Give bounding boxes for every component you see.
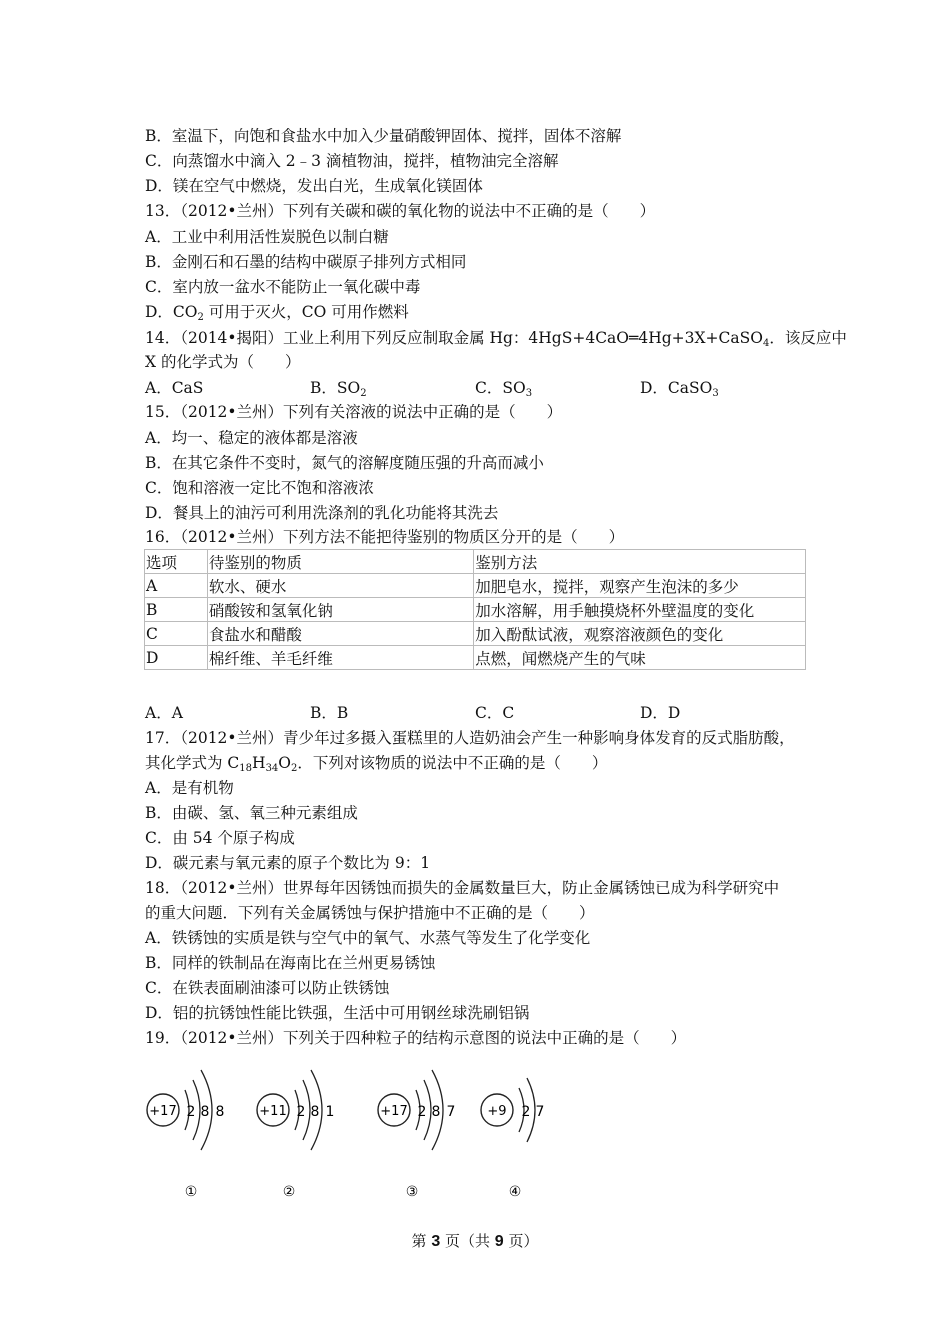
page-footer: 第 3 页（共 9 页）	[411, 1232, 539, 1250]
table-cell: B	[145, 598, 208, 622]
q16-table	[144, 549, 806, 670]
q15-stem: 15．（2012•兰州）下列有关溶液的说法中正确的是（ ）	[145, 403, 563, 421]
q16-stem: 16．（2012•兰州）下列方法不能把待鉴别的物质区分开的是（ ）	[145, 528, 625, 546]
q14-stem-line2: X 的化学式为（ ）	[145, 353, 301, 371]
q13-option-a: A．工业中利用活性炭脱色以制白糖	[145, 228, 389, 246]
particle-2-diagram	[257, 1070, 334, 1200]
shell-2-electrons: 8	[200, 1104, 210, 1120]
q15-option-d: D．餐具上的油污可利用洗涤剂的乳化功能将其洗去	[145, 504, 499, 522]
current-page-number: 3	[431, 1233, 441, 1250]
particle-label: ①	[184, 1184, 198, 1200]
q19-stem: 19．（2012•兰州）下列关于四种粒子的结构示意图的说法中正确的是（ ）	[145, 1029, 687, 1047]
table-row	[145, 622, 806, 646]
table-cell: 软水、硬水	[207, 574, 473, 598]
table-row	[145, 574, 806, 598]
table-cell: D	[145, 646, 208, 670]
table-cell: 加入酚酞试液，观察溶液颜色的变化	[474, 622, 806, 646]
particle-3-diagram	[378, 1070, 455, 1200]
particle-diagrams-svg	[135, 1058, 555, 1208]
q17-option-a: A．是有机物	[145, 779, 234, 797]
shell-2-electrons: 7	[535, 1104, 545, 1120]
table-row	[145, 646, 806, 670]
particle-label: ④	[508, 1184, 522, 1200]
nucleus-charge: +9	[487, 1104, 507, 1119]
table-cell: 加肥皂水，搅拌，观察产生泡沫的多少	[474, 574, 806, 598]
shell-3-electrons: 1	[325, 1104, 335, 1120]
shell-1-electrons: 2	[186, 1104, 196, 1120]
q15-option-b: B．在其它条件不变时，氮气的溶解度随压强的升高而减小	[145, 454, 544, 472]
q16-option-b: B．B	[310, 704, 349, 722]
nucleus-charge: +17	[149, 1104, 177, 1119]
nucleus-charge: +17	[380, 1104, 408, 1119]
q14-option-d: D．CaSO$_3$	[640, 379, 719, 399]
table-cell: 食盐水和醋酸	[207, 622, 473, 646]
particle-label: ②	[282, 1184, 296, 1200]
table-header-row	[145, 550, 806, 574]
q12-option-b: B．室温下，向饱和食盐水中加入少量硝酸钾固体、搅拌，固体不溶解	[145, 127, 622, 145]
q16-option-c: C．C	[475, 704, 515, 722]
shell-1-electrons: 2	[521, 1104, 531, 1120]
shell-3-electrons: 7	[446, 1104, 456, 1120]
q17-option-c: C．由 54 个原子构成	[145, 829, 295, 847]
shell-2-electrons: 8	[310, 1104, 320, 1120]
q14-stem-line1: 14．（2014•揭阳）工业上利用下列反应制取金属 Hg：4HgS+4CaO═4Hg+3X+CaSO$_4$．该反应中	[145, 329, 847, 349]
q16-option-a: A．A	[145, 704, 183, 722]
table-cell: 硝酸铵和氢氧化钠	[207, 598, 473, 622]
q14-option-c: C．$SO_3$	[475, 379, 533, 399]
q17-stem-line1: 17．（2012•兰州）青少年过多摄入蛋糕里的人造奶油会产生一种影响身体发育的反式脂肪酸，	[145, 729, 795, 747]
particle-structure-diagrams	[135, 1058, 555, 1212]
table-cell: C	[145, 622, 208, 646]
q18-option-b: B．同样的铁制品在海南比在兰州更易锈蚀	[145, 954, 436, 972]
q14-option-a: A．CaS	[145, 379, 204, 397]
q18-option-a: A．铁锈蚀的实质是铁与空气中的氧气、水蒸气等发生了化学变化	[145, 929, 591, 947]
table-header-cell: 鉴别方法	[474, 550, 806, 574]
shell-1-electrons: 2	[296, 1104, 306, 1120]
q18-option-d: D．铝的抗锈蚀性能比铁强，生活中可用钢丝球洗刷铝锅	[145, 1004, 530, 1022]
q15-option-a: A．均一、稳定的液体都是溶液	[145, 429, 358, 447]
particle-4-diagram	[481, 1078, 544, 1200]
q12-option-d: D．镁在空气中燃烧，发出白光，生成氧化镁固体	[145, 177, 483, 195]
table-row	[145, 598, 806, 622]
table-cell: 棉纤维、羊毛纤维	[207, 646, 473, 670]
q13-option-c: C．室内放一盆水不能防止一氧化碳中毒	[145, 278, 421, 296]
q13-option-b: B．金刚石和石墨的结构中碳原子排列方式相同	[145, 253, 467, 271]
q17-option-d: D．碳元素与氧元素的原子个数比为 9：1	[145, 854, 431, 872]
table-cell: A	[145, 574, 208, 598]
table-header-cell: 选项	[145, 550, 208, 574]
q18-stem-line1: 18．（2012•兰州）世界每年因锈蚀而损失的金属数量巨大，防止金属锈蚀已成为科学研究中	[145, 879, 780, 897]
q17-stem-line2: 其化学式为 $C_{18}H_{34}O_2$．下列对该物质的说法中不正确的是（ ）	[145, 754, 608, 774]
q16-option-d: D．D	[640, 704, 681, 722]
particle-label: ③	[405, 1184, 419, 1200]
shell-2-electrons: 8	[431, 1104, 441, 1120]
q14-option-b: B．$SO_2$	[310, 379, 367, 399]
table-cell: 点燃，闻燃烧产生的气味	[474, 646, 806, 670]
particle-1-diagram	[147, 1070, 224, 1200]
shell-3-electrons: 8	[215, 1104, 225, 1120]
q13-option-d: D．$CO_2$ 可用于灭火，CO 可用作燃料	[145, 303, 409, 323]
q13-stem: 13．（2012•兰州）下列有关碳和碳的氧化物的说法中不正确的是（ ）	[145, 202, 656, 220]
nucleus-charge: +11	[259, 1104, 287, 1119]
q15-option-c: C．饱和溶液一定比不饱和溶液浓	[145, 479, 374, 497]
total-pages: 9	[494, 1233, 504, 1250]
table-cell: 加水溶解，用手触摸烧杯外壁温度的变化	[474, 598, 806, 622]
shell-1-electrons: 2	[417, 1104, 427, 1120]
q12-option-c: C．向蒸馏水中滴入 2﹣3 滴植物油，搅拌，植物油完全溶解	[145, 152, 559, 170]
q18-stem-line2: 的重大问题．下列有关金属锈蚀与保护措施中不正确的是（ ）	[145, 904, 595, 922]
table-header-cell: 待鉴别的物质	[207, 550, 473, 574]
q17-option-b: B．由碳、氢、氧三种元素组成	[145, 804, 358, 822]
q18-option-c: C．在铁表面刷油漆可以防止铁锈蚀	[145, 979, 390, 997]
